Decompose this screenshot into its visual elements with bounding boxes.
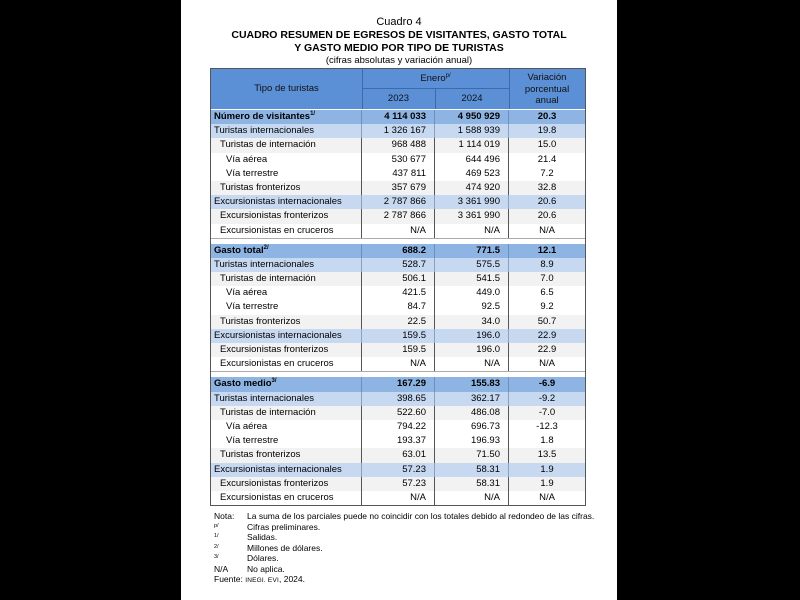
variation-value: 7.2 [540, 167, 554, 179]
row-label-cell [211, 477, 362, 491]
value-2023: 2 787 866 [362, 195, 435, 209]
document-subtitle: (cifras absolutas y variación anual) [325, 55, 473, 66]
row-label: Turistas de internación [220, 406, 316, 418]
variation-value: 8.9 [540, 258, 554, 270]
row-label-cell [211, 406, 362, 420]
table-notes [214, 511, 614, 585]
row-label-cell [211, 448, 362, 462]
table-row [211, 477, 585, 491]
table-row [211, 195, 585, 209]
value-2023: 57.23 [362, 463, 435, 477]
row-label: Vía terrestre [226, 435, 279, 447]
row-label: Excursionistas internacionales [214, 463, 342, 475]
value-2023: N/A [362, 491, 435, 505]
row-label: Vía aérea [226, 420, 268, 432]
table-row [211, 343, 585, 357]
variation-value: 1.9 [540, 463, 554, 475]
value-2024: 644 496 [435, 153, 509, 167]
source-line [214, 574, 614, 585]
note-item [214, 522, 614, 533]
value-2023: 688.2 [362, 244, 435, 258]
variation-value: -9.2 [538, 392, 556, 404]
note-item [214, 532, 614, 543]
variation-value: 22.9 [537, 329, 557, 341]
variation-value: 19.8 [537, 125, 557, 137]
note-item [214, 511, 614, 522]
row-label: Turistas fronterizos [220, 449, 301, 461]
value-2024: 575.5 [435, 258, 509, 272]
notes-list [214, 511, 614, 574]
cuadro-number: Cuadro 4 [376, 16, 422, 28]
row-label-cell [211, 434, 362, 448]
table-row-total [211, 110, 585, 124]
row-label: Gasto total [214, 244, 264, 256]
value-2023: 506.1 [362, 272, 435, 286]
value-2023: N/A [362, 224, 435, 238]
table-row [211, 258, 585, 272]
value-2024: 771.5 [435, 244, 509, 258]
row-label: Vía terrestre [226, 167, 279, 179]
value-2023: 968 488 [362, 138, 435, 152]
variation-value: 21.4 [537, 153, 557, 165]
row-label-cell [211, 491, 362, 505]
header-tipo: Tipo de turistas [254, 83, 319, 94]
variation-value: N/A [539, 491, 555, 503]
table-row-total [211, 377, 585, 391]
row-label: Turistas de internación [220, 139, 316, 151]
table-row [211, 124, 585, 138]
table-row [211, 300, 585, 314]
variation-value: 50.7 [537, 315, 557, 327]
note-item [214, 564, 614, 575]
value-2023: 63.01 [362, 448, 435, 462]
table-row [211, 167, 585, 181]
row-label: Excursionistas fronterizos [220, 344, 329, 355]
value-2024: 58.31 [435, 477, 509, 491]
value-2024: N/A [435, 357, 509, 371]
row-label-cell [211, 167, 362, 181]
value-2024: 3 361 990 [435, 209, 509, 223]
row-label-cell [211, 377, 362, 391]
table-row [211, 315, 585, 329]
variation-value: 20.3 [537, 111, 557, 122]
value-2023: 57.23 [362, 477, 435, 491]
note-key: 2/ [214, 543, 219, 550]
header-variacion [509, 72, 585, 107]
row-label: Excursionistas fronterizos [220, 477, 329, 489]
value-2024: 469 523 [435, 167, 509, 181]
value-2024: 3 361 990 [435, 195, 509, 209]
table-header [211, 69, 585, 109]
header-enero [362, 72, 509, 86]
variation-value: 7.0 [540, 273, 554, 285]
value-2024: N/A [435, 491, 509, 505]
value-2024: 196.93 [435, 434, 509, 448]
header-divider [362, 88, 509, 89]
row-label-cell [211, 420, 362, 434]
value-2023: 84.7 [362, 300, 435, 314]
header-divider [362, 69, 363, 109]
row-label: Turistas de internación [220, 273, 316, 285]
value-2024: 696.73 [435, 420, 509, 434]
variation-value: 15.0 [537, 139, 557, 151]
note-text: Millones de dólares. [247, 542, 323, 553]
table-row [211, 329, 585, 343]
table-row [211, 224, 585, 238]
row-label-footnote: 3/ [271, 378, 277, 385]
header-enero-sup: p/ [445, 73, 451, 79]
note-key: N/A [214, 563, 229, 574]
value-2023: 1 326 167 [362, 124, 435, 138]
value-2024: 449.0 [435, 286, 509, 300]
table-row [211, 357, 585, 371]
header-variacion-line3: anual [535, 95, 559, 106]
table-row [211, 463, 585, 477]
row-label-cell [211, 110, 362, 124]
table-row [211, 406, 585, 420]
value-2023: 159.5 [362, 329, 435, 343]
row-label-cell [211, 181, 362, 195]
row-label-cell [211, 244, 362, 258]
variation-value: N/A [539, 358, 555, 370]
row-label: Gasto medio [214, 378, 272, 390]
value-2024: 486.08 [435, 406, 509, 420]
table-row [211, 420, 585, 434]
row-label: Turistas fronterizos [220, 181, 301, 193]
value-2023: 522.60 [362, 406, 435, 420]
table-row [211, 448, 585, 462]
variation-value: 9.2 [540, 301, 554, 313]
table-row [211, 181, 585, 195]
variation-value: 22.9 [537, 344, 557, 355]
row-label: Excursionistas en cruceros [220, 491, 334, 503]
row-label: Excursionistas internacionales [214, 196, 342, 208]
value-2024: 362.17 [435, 392, 509, 406]
variation-value: 20.6 [537, 196, 557, 208]
row-label: Turistas internacionales [214, 125, 314, 137]
row-label-cell [211, 463, 362, 477]
row-label: Excursionistas internacionales [214, 329, 342, 341]
value-2024: 474 920 [435, 181, 509, 195]
document-page [181, 0, 617, 600]
variation-value: 6.5 [540, 287, 554, 299]
row-label-footnote: 2/ [263, 244, 269, 251]
value-2023: 22.5 [362, 315, 435, 329]
value-2023: 4 114 033 [362, 110, 435, 124]
note-text: No aplica. [247, 563, 285, 574]
header-divider [509, 69, 510, 109]
row-label: Número de visitantes [214, 111, 311, 122]
row-label-cell [211, 195, 362, 209]
row-label: Vía aérea [226, 153, 268, 165]
source-year: , 2024. [279, 574, 305, 584]
header-year-2023: 2023 [387, 93, 410, 104]
note-item [214, 553, 614, 564]
header-divider [435, 88, 436, 109]
row-label: Turistas internacionales [214, 258, 314, 270]
value-2024: 92.5 [435, 300, 509, 314]
row-label-cell [211, 272, 362, 286]
row-label-cell [211, 392, 362, 406]
value-2024: 196.0 [435, 343, 509, 357]
value-2023: 421.5 [362, 286, 435, 300]
value-2023: 437 811 [362, 167, 435, 181]
value-2023: 193.37 [362, 434, 435, 448]
row-label-cell [211, 343, 362, 357]
value-2024: 1 114 019 [435, 138, 509, 152]
table-row-total [211, 244, 585, 258]
value-2023: N/A [362, 357, 435, 371]
row-label: Excursionistas en cruceros [220, 358, 334, 370]
row-label-footnote: 1/ [310, 111, 316, 117]
value-2024: N/A [435, 224, 509, 238]
value-2024: 541.5 [435, 272, 509, 286]
value-2024: 155.83 [435, 377, 509, 391]
note-item [214, 543, 614, 554]
row-label: Excursionistas fronterizos [220, 210, 329, 222]
source-org: INEGI. EVI [245, 577, 279, 584]
variation-value: 20.6 [537, 210, 557, 222]
document-title-line2: Y GASTO MEDIO POR TIPO DE TURISTAS [294, 42, 504, 54]
note-key: 1/ [214, 533, 219, 539]
row-label-cell [211, 153, 362, 167]
note-text: Salidas. [247, 532, 278, 542]
note-key: Nota: [214, 511, 235, 521]
note-text: Dólares. [247, 553, 279, 563]
note-text: La suma de los parciales puede no coincidir con los totales debido al redondeo de las cifras. [247, 511, 595, 521]
note-key: p/ [214, 522, 219, 529]
row-label-cell [211, 224, 362, 238]
value-2024: 1 588 939 [435, 124, 509, 138]
variation-value: -7.0 [538, 406, 556, 418]
row-label-cell [211, 286, 362, 300]
header-variacion-line2: porcentual [524, 83, 570, 95]
table-row [211, 434, 585, 448]
table-row [211, 209, 585, 223]
table-row [211, 153, 585, 167]
value-2023: 159.5 [362, 343, 435, 357]
header-variacion-line1: Variación [527, 72, 567, 83]
row-label: Vía aérea [226, 287, 268, 299]
value-2023: 528.7 [362, 258, 435, 272]
row-label-cell [211, 209, 362, 223]
value-2023: 167.29 [362, 377, 435, 391]
value-2024: 58.31 [435, 463, 509, 477]
row-label-cell [211, 258, 362, 272]
variation-value: 1.9 [540, 477, 554, 489]
variation-value: 12.1 [537, 244, 557, 256]
value-2024: 196.0 [435, 329, 509, 343]
value-2023: 794.22 [362, 420, 435, 434]
note-text: Cifras preliminares. [247, 521, 321, 532]
row-label: Vía terrestre [226, 301, 279, 313]
value-2023: 2 787 866 [362, 209, 435, 223]
source-label: Fuente: [214, 574, 243, 584]
table-row [211, 272, 585, 286]
row-label-cell [211, 124, 362, 138]
variation-value: N/A [539, 224, 555, 236]
variation-value: 32.8 [537, 181, 557, 193]
table-body [211, 110, 585, 505]
document-title-line1: CUADRO RESUMEN DE EGRESOS DE VISITANTES, GASTO TOTAL [231, 29, 567, 41]
summary-table [210, 68, 586, 506]
row-label-cell [211, 329, 362, 343]
table-row [211, 392, 585, 406]
row-label-cell [211, 357, 362, 371]
table-row [211, 491, 585, 505]
row-label: Excursionistas en cruceros [220, 224, 334, 236]
header-year-2024: 2024 [461, 93, 483, 104]
value-2023: 357 679 [362, 181, 435, 195]
value-2024: 71.50 [435, 448, 509, 462]
row-label: Turistas internacionales [214, 392, 314, 404]
variation-value: 1.8 [540, 435, 554, 447]
row-label-cell [211, 300, 362, 314]
table-row [211, 138, 585, 152]
variation-value: -12.3 [536, 420, 558, 432]
value-2023: 398.65 [362, 392, 435, 406]
variation-value: -6.9 [538, 378, 556, 390]
variation-value: 13.5 [537, 449, 557, 461]
row-label-cell [211, 315, 362, 329]
row-label-cell [211, 138, 362, 152]
note-key: 3/ [214, 554, 219, 560]
header-enero-label: Enero [420, 73, 446, 84]
row-label: Turistas fronterizos [220, 315, 301, 327]
value-2024: 34.0 [435, 315, 509, 329]
value-2024: 4 950 929 [435, 110, 509, 124]
table-row [211, 286, 585, 300]
document-titles [181, 16, 617, 66]
value-2023: 530 677 [362, 153, 435, 167]
